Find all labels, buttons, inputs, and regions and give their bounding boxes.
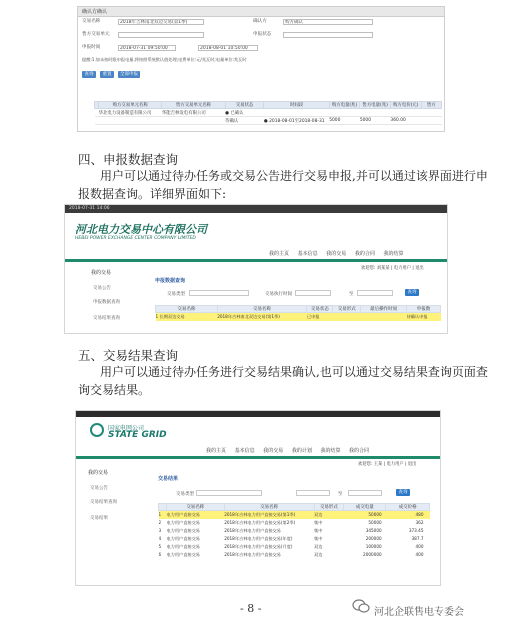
cell: 电力用户直接交易 xyxy=(166,543,200,549)
nav-bar xyxy=(76,456,440,459)
cell xyxy=(99,117,162,125)
nav-trade[interactable]: 我的交易 xyxy=(326,251,347,257)
declare-query-screenshot xyxy=(64,204,448,334)
col-buyer: 购方交易单元名称 xyxy=(99,102,162,109)
cell: 待确认申报 xyxy=(406,313,428,319)
state-grid-logo-icon xyxy=(90,423,104,437)
nav-bar xyxy=(65,259,447,262)
cell xyxy=(264,109,329,117)
cell: 5000 xyxy=(329,117,360,125)
cell xyxy=(156,313,218,321)
col-index xyxy=(159,504,167,511)
cell: 集中 xyxy=(314,519,323,525)
nav-home[interactable]: 我的主页 xyxy=(269,251,290,257)
table-row[interactable] xyxy=(159,535,430,543)
type-label: 交易类型 xyxy=(176,492,194,497)
section4-para-line1: 用户可以通过待办任务或交易公告进行交易申报,并可以通过该界面进行申 xyxy=(100,169,488,183)
cell: 387.7 xyxy=(411,536,424,541)
table-row[interactable] xyxy=(159,519,430,527)
nav-settle[interactable]: 我的结算 xyxy=(320,448,341,454)
reset-button[interactable]: 重置 xyxy=(100,71,114,78)
col-buy-qty: 购方电量(兆) xyxy=(329,102,360,109)
confirm-table xyxy=(94,101,442,125)
type-select[interactable] xyxy=(189,290,249,296)
confirm-title: 确认方确认 xyxy=(78,7,444,17)
table-row[interactable] xyxy=(95,109,442,117)
cell: 已申报 xyxy=(306,313,320,319)
query-button[interactable]: 查询 xyxy=(396,489,410,496)
nav-home[interactable]: 我的主页 xyxy=(206,448,227,454)
exchange-logo: 河北电力交易中心有限公司 xyxy=(75,223,207,236)
col-buy-price: 购方电价(元) xyxy=(390,102,421,109)
cell: 2018年吉林南北双边交易(第1季) xyxy=(217,313,280,319)
unit-select[interactable] xyxy=(118,32,204,38)
cell: 50000 xyxy=(368,512,382,518)
side-title: 我的交易 xyxy=(91,270,112,276)
table-row[interactable] xyxy=(159,551,430,559)
cell: 集中 xyxy=(314,527,323,533)
cell: 2018年吉林电力用户直接交易 xyxy=(224,527,281,533)
status-label: 申报状态 xyxy=(253,32,272,37)
cell: 362 xyxy=(415,520,424,525)
top-strip xyxy=(76,411,440,417)
side-item-result-query[interactable]: 交易结果查询 xyxy=(93,316,120,321)
trade-name-label: 交易名称 xyxy=(82,19,101,24)
wechat-icon xyxy=(352,599,370,613)
cell: 6 xyxy=(158,552,162,557)
side-item-notice[interactable]: 交易公告 xyxy=(90,486,108,491)
section4-para-line2: 报数据查询。详细界面如下: xyxy=(78,187,227,201)
section4-heading: 四、申报数据查询 xyxy=(78,152,179,167)
cell: 2018年吉林电力用户直接交易(年度) xyxy=(224,535,293,541)
period-from-input[interactable] xyxy=(296,490,330,496)
trade-name-select[interactable]: 2018年吉林南北双边交易(第1季) xyxy=(118,19,204,25)
nav-info[interactable]: 基本信息 xyxy=(297,251,318,257)
cell: 2018年吉林电力用户直接交易(第1季) xyxy=(224,511,296,517)
col-declare: 申报数 xyxy=(407,306,441,313)
nav-settle[interactable]: 我的结算 xyxy=(383,251,404,257)
nav-contract[interactable]: 我的合同 xyxy=(354,251,375,257)
cell xyxy=(360,109,391,117)
cell xyxy=(333,313,361,321)
batch-declare-button[interactable]: 全部申报 xyxy=(120,72,138,77)
unit-label: 售方交易单元 xyxy=(82,32,110,37)
side-item-result[interactable]: 交易结果 xyxy=(90,516,108,521)
section5-heading: 五、交易结果查询 xyxy=(78,348,179,363)
cell: ● 2018-08-01至2018-08-31 xyxy=(264,117,329,125)
cell: 2018年吉林电力用户直接交易 xyxy=(224,551,281,557)
time-label: 申报时间 xyxy=(82,45,101,50)
cell: 373.45 xyxy=(408,528,424,533)
col-last-time: 最后操作时间 xyxy=(361,306,407,313)
query-button[interactable]: 查询 xyxy=(405,289,419,296)
cell: 400 xyxy=(415,552,424,557)
panel-title: 交易结果 xyxy=(158,476,179,482)
main-nav xyxy=(206,447,376,454)
cell: 5000 xyxy=(360,117,391,125)
declare-table xyxy=(155,305,441,321)
table-row[interactable] xyxy=(159,543,430,551)
cell: ● 已确认 xyxy=(225,109,264,117)
col-status: 交易状态 xyxy=(307,306,333,313)
col-period: 时间段 xyxy=(264,102,329,109)
cell: 双边 xyxy=(314,511,323,517)
cell: 400 xyxy=(415,544,424,549)
cell: 集中 xyxy=(314,535,323,541)
hint-text: 提醒:1.如未按时限申报电量,将按照系统默认值处理;电费单位:元/兆瓦时;电量单位:兆瓦时 xyxy=(82,57,247,62)
cell: 电力用户直接交易 xyxy=(166,535,200,541)
col-form: 交易形式 xyxy=(314,504,344,511)
status-select[interactable] xyxy=(283,32,373,38)
time-to-input[interactable]: 2018-08-01 10:50:00 xyxy=(198,45,258,51)
cell: 电力用户直接交易 xyxy=(166,511,200,517)
time-from-input[interactable]: 2018-07-31 09:50:00 xyxy=(118,45,176,51)
cell: 电力用户直接交易 xyxy=(166,519,200,525)
cell: 1 xyxy=(158,512,162,518)
cell: 双边 xyxy=(314,543,323,549)
nav-trade[interactable]: 我的交易 xyxy=(263,448,284,454)
section5-para-line2: 询交易结果。 xyxy=(78,383,151,397)
brand-en: STATE GRID xyxy=(108,430,167,440)
period-label: 交易执行时间 xyxy=(265,292,292,297)
cell xyxy=(390,109,421,117)
cell: 2 xyxy=(158,520,162,525)
cell: 50000 xyxy=(368,520,382,525)
cell: 3 xyxy=(158,528,162,533)
side-item-result-query[interactable]: 交易结果查询 xyxy=(90,500,117,505)
cell: 电力用户直接交易 xyxy=(166,551,200,557)
table-row[interactable] xyxy=(159,511,430,519)
confirmer-select[interactable]: 购方确认 xyxy=(283,19,373,25)
main-nav xyxy=(269,250,410,257)
cell: 5 xyxy=(158,544,162,549)
confirm-screenshot xyxy=(77,6,445,132)
col-form: 交易形式 xyxy=(333,306,361,313)
period-from-input[interactable] xyxy=(295,290,331,296)
cell: 345000 xyxy=(365,528,382,533)
col-price: 成交价格 xyxy=(386,504,430,511)
nav-contract[interactable]: 我的合同 xyxy=(349,448,370,454)
col-status: 交易状态 xyxy=(225,102,264,109)
cell xyxy=(361,313,407,321)
type-label: 交易类型 xyxy=(167,292,185,297)
cell xyxy=(162,117,225,125)
confirmer-label: 确认方 xyxy=(253,19,267,24)
to-label: 至 xyxy=(349,292,354,297)
cell: 4 xyxy=(158,536,162,541)
cell: 2018年吉林电力用户直接交易(月度) xyxy=(224,543,293,549)
table-row[interactable] xyxy=(159,527,430,535)
type-select[interactable] xyxy=(196,490,262,496)
side-item-notice[interactable]: 交易公告 xyxy=(93,286,111,291)
brand-cn: 国家电网公司 xyxy=(108,425,145,432)
side-title: 我的交易 xyxy=(88,470,109,476)
period-to-input[interactable] xyxy=(348,490,382,496)
side-item-declare-query[interactable]: 申报数据查询 xyxy=(93,300,120,305)
cell xyxy=(421,117,441,125)
cell: 2000000 xyxy=(363,552,382,557)
cell: 100000 xyxy=(365,544,382,549)
exchange-logo-en: HEBEI POWER EXCHANGE CENTER COMPANY LIMITED xyxy=(75,236,196,241)
page-number: - 8 - xyxy=(240,602,262,615)
cell: 华北电力设备制造有限公司 xyxy=(99,109,162,117)
cell: 待确认 xyxy=(225,117,264,125)
col-trade-name: 交易名称 xyxy=(217,306,307,313)
row-type: 长期双边交易 xyxy=(159,313,185,319)
cell: 360.00 xyxy=(390,117,421,125)
row-index: 1 xyxy=(155,313,159,319)
nav-info[interactable]: 基本信息 xyxy=(234,448,255,454)
result-query-screenshot xyxy=(75,410,441,586)
col-trade-name: 交易名称 xyxy=(224,504,314,511)
query-button[interactable]: 查询 xyxy=(82,71,96,78)
col-seller-end: 售方 xyxy=(421,102,441,109)
cell: 华能吉林发电有限公司 xyxy=(162,109,225,117)
table-row[interactable] xyxy=(95,117,442,125)
watermark: 河北企联售电专委会 xyxy=(374,607,464,618)
cell: 200000 xyxy=(365,536,382,541)
cell: 480 xyxy=(415,512,424,518)
col-trade-type: 交易名称 xyxy=(156,306,218,313)
to-label: 至 xyxy=(338,492,343,497)
col-sell-qty: 售方电量(兆) xyxy=(360,102,391,109)
table-row[interactable] xyxy=(156,313,441,321)
cell xyxy=(329,109,360,117)
user-info: 欢迎您: 刘某某 | 电力用户 | 退出 xyxy=(361,266,424,271)
cell: 双边 xyxy=(314,551,323,557)
cell: 2018年吉林电力用户直接交易(第2季) xyxy=(224,519,296,525)
section5-para-line1: 用户可以通过待办任务进行交易结果确认,也可以通过交易结果查询页面查 xyxy=(100,365,488,379)
col-trade-type: 交易名称 xyxy=(166,504,224,511)
result-table xyxy=(158,503,430,559)
panel-title: 申报数据查询 xyxy=(155,278,186,284)
nav-plan[interactable]: 我的计划 xyxy=(291,448,312,454)
period-to-input[interactable] xyxy=(357,290,393,296)
cell: 电力用户直接交易 xyxy=(166,527,200,533)
top-strip: 2018-07-31 14:06 xyxy=(65,205,447,213)
user-info: 欢迎您: 王某 | 电力用户 | 退出 xyxy=(358,462,417,467)
cell xyxy=(421,109,441,117)
col-qty: 成交电量 xyxy=(344,504,386,511)
col-seller: 售方交易单元名称 xyxy=(162,102,225,109)
